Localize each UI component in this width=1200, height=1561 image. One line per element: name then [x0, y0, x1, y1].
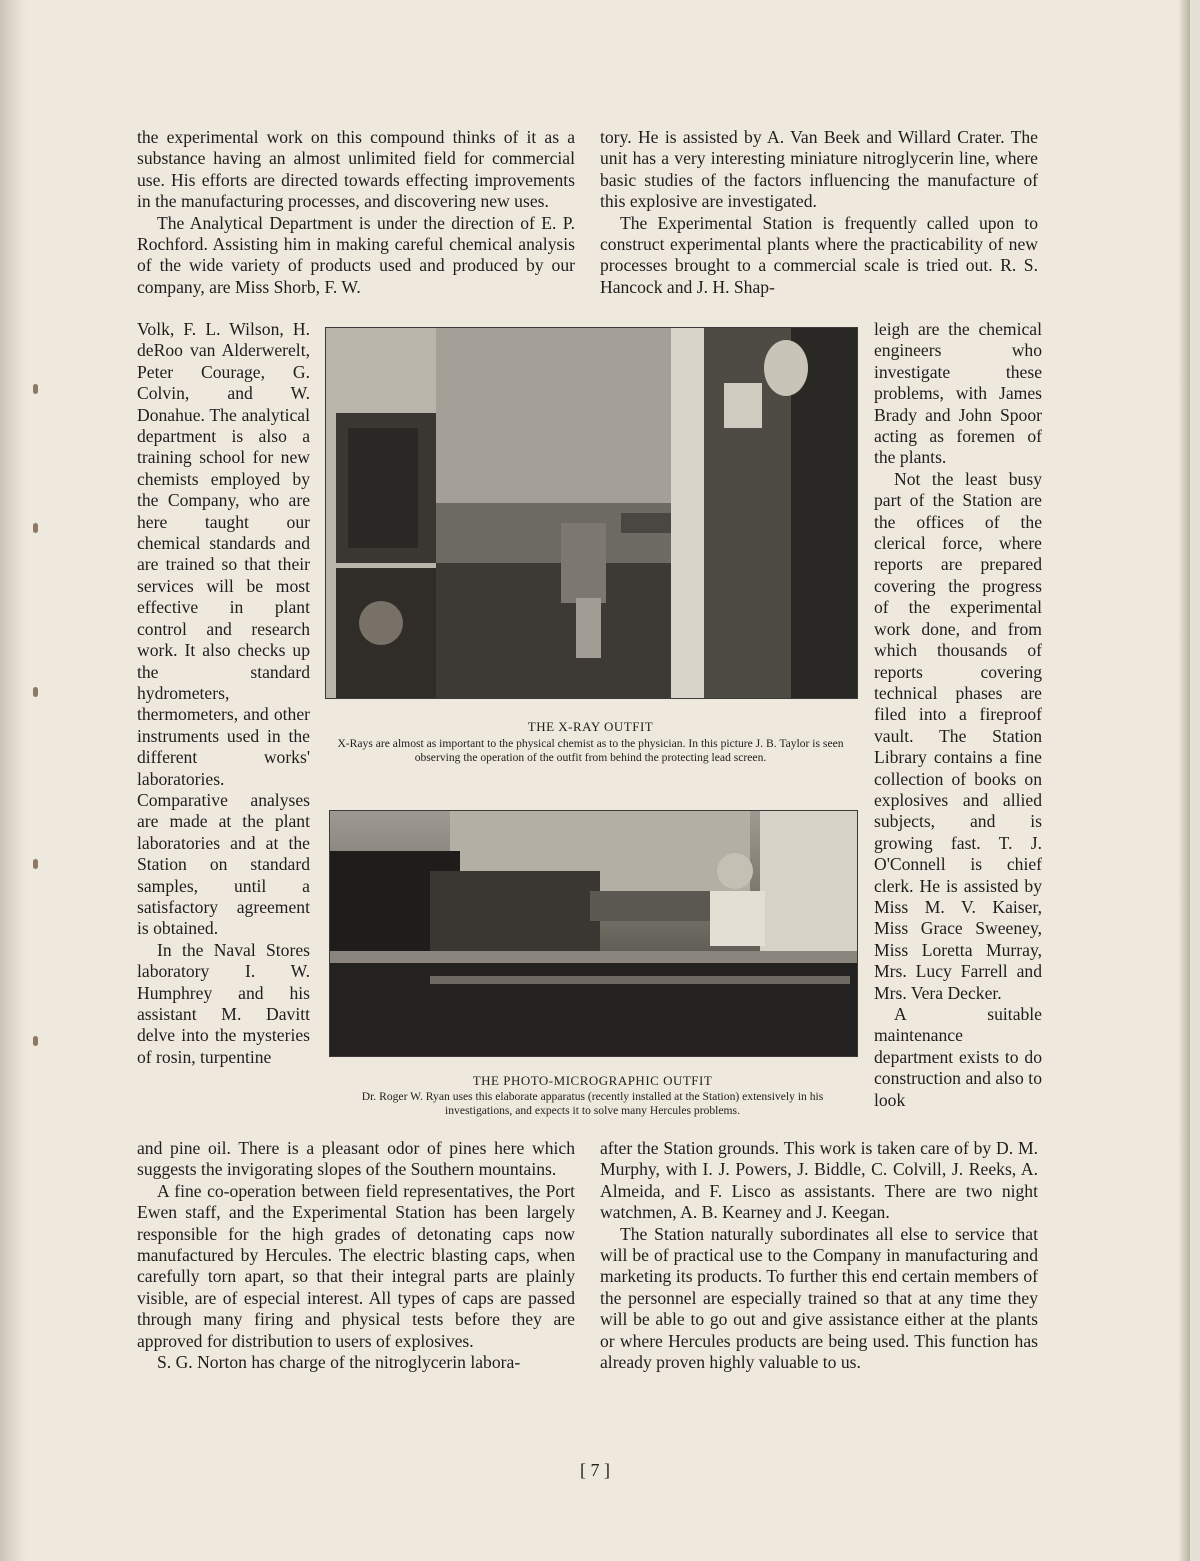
naval-stores-continued: and pine oil. There is a pleasant odor of pines here which suggests the invigorating slopes of the Southern mountains.: [137, 1138, 575, 1180]
photo-micrographic-photo: [329, 810, 858, 1057]
micro-caption-title: THE PHOTO-MICROGRAPHIC OUTFIT: [472, 1073, 713, 1088]
cooperation-paragraph: A fine co-operation between field representatives, the Port Ewen staff, and the Experimental Station has been largely responsible for the high grades of detonating caps now manufactured by Hercules. The electric blasting caps, when carefully torn apart, so that their integral parts are plainly visible, are of especial interest. All types of caps are passed through many firing and physical tests before they are approved for distribution to users of explosives.: [137, 1180, 575, 1351]
binding-stitch: [33, 523, 38, 533]
left-column-narrow: [137, 319, 310, 1068]
conclusion-paragraph: The Station naturally subordinates all else to service that will be of practical use to the Company in manufacturing and marketing its products. To further this end certain members of the personnel are especially trained so that at any time they will be able to go out and give assistance either at the plants or where Hercules products are being used. This function has already proven highly valuable to us.: [600, 1223, 1038, 1373]
station-paragraph: The Experimental Station is frequently called upon to construct experimental plants where the practicability of new processes brought to a commercial scale is tried out. R. S. Hancock and J. H. Shap-: [600, 212, 1038, 297]
binding-stitch: [33, 1036, 38, 1046]
intro-paragraph: the experimental work on this compound thinks of it as a substance having an almost unlimited field for commercial use. His efforts are directed towards effecting improvements in the manufacturing processes, and discovering new uses.: [137, 127, 575, 212]
page-number: [ 7 ]: [580, 1460, 610, 1480]
xray-caption-text: X-Rays are almost as important to the physical chemist as to the physician. In this picture J. B. Taylor is seen observing the operation of the outfit from behind the protecting lead screen.: [337, 737, 844, 764]
station-continued: leigh are the chemical engineers who investigate these problems, with James Brady and John Spoor acting as foremen of the plants.: [874, 319, 1042, 468]
analytical-continued: Volk, F. L. Wilson, H. deRoo van Alderwerelt, Peter Courage, G. Colvin, and W. Donahue. The analytical department is also a training school for new chemists employed by the Company, who are here taught our chemical standards and are trained so that their services will be most effective in plant control and research work. It also checks up the standard hydrometers, thermometers, and other instruments used in the different works' laboratories. Comparative analyses are made at the plant laboratories and at the Station on standard samples, until a satisfactory agreement is obtained.: [137, 319, 310, 939]
right-column-top: [600, 127, 1038, 298]
naval-stores-paragraph: In the Naval Stores laboratory I. W. Humphrey and his assistant M. Davitt delve into the mysteries of rosin, turpentine: [137, 939, 310, 1067]
maintenance-continued: after the Station grounds. This work is taken care of by D. M. Murphy, with I. J. Powers, J. Biddle, C. Colvill, J. Reeks, A. Almeida, and F. Lisco as assistants. There are two night watchmen, A. B. Kearney and J. Keegan.: [600, 1138, 1038, 1223]
left-column-top: [137, 127, 575, 298]
binding-stitch: [33, 859, 38, 869]
nitroglycerin-paragraph: tory. He is assisted by A. Van Beek and Willard Crater. The unit has a very interesting miniature nitroglycerin line, where basic studies of the factors influencing the manufacture of this explosive are investigated.: [600, 127, 1038, 212]
micro-caption-text: Dr. Roger W. Ryan uses this elaborate apparatus (recently installed at the Station) extensively in his investigations, and expects it to solve many Hercules problems.: [361, 1090, 824, 1117]
offices-paragraph: Not the least busy part of the Station are the offices of the clerical force, where reports are prepared covering the progress of the experimental work done, and from which thousands of reports covering technical phases are filed into a fireproof vault. The Station Library contains a fine collection of books on explosives and allied subjects, and is growing fast. T. J. O'Connell is chief clerk. He is assisted by Miss M. V. Kaiser, Miss Grace Sweeney, Miss Loretta Murray, Mrs. Lucy Farrell and Mrs. Vera Decker.: [874, 468, 1042, 1003]
xray-caption-title: THE X-RAY OUTFIT: [527, 719, 654, 734]
page-spine: [0, 0, 26, 1561]
page-edge: [1178, 0, 1190, 1561]
xray-outfit-photo: [325, 327, 858, 699]
right-column-narrow: [874, 319, 1042, 1111]
binding-stitch: [33, 384, 38, 394]
left-column-bottom: [137, 1138, 575, 1373]
analytical-paragraph: The Analytical Department is under the direction of E. P. Rochford. Assisting him in making careful chemical analysis of the wide variety of products used and produced by our company, are Miss Shorb, F. W.: [137, 212, 575, 297]
binding-stitch: [33, 687, 38, 697]
norton-paragraph: S. G. Norton has charge of the nitroglycerin labora-: [157, 1352, 521, 1373]
right-column-bottom: [600, 1138, 1038, 1373]
maintenance-paragraph: A suitable maintenance department exists to do construction and also to look: [874, 1004, 1042, 1110]
